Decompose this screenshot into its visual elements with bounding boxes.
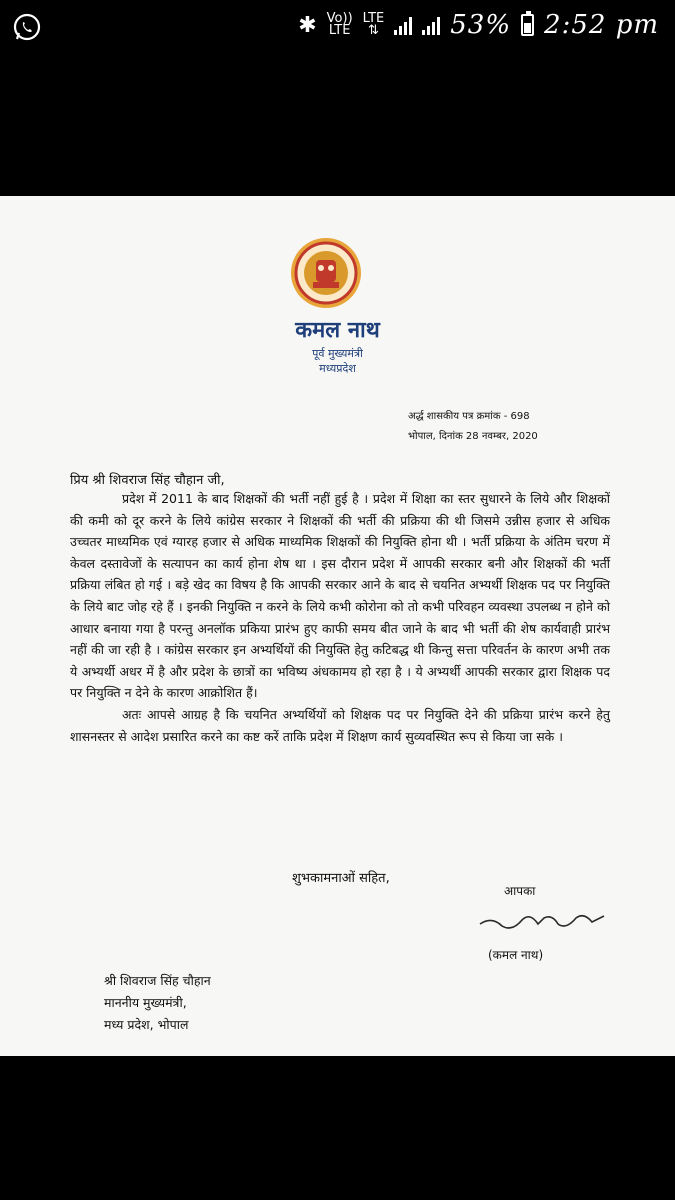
signature xyxy=(472,902,612,942)
body-paragraph-1: प्रदेश में 2011 के बाद शिक्षकों की भर्ती नहीं हुई है । प्रदेश में शिक्षा का स्तर सुधारने के लिये और शिक्षकों की कमी को दूर करने के लिये कांग्रेस सरकार ने शिक्षकों की भर्ती की प्रक्रिया की थी जिसमे उन्नीस हजार से अधिक उच्चतर माध्यमिक एवं ग्यारह हजार से अधिक माध्यमिक शिक्षकों की नियुक्ति होना थी । भर्ती प्रक्रिया के अंतिम चरण में केवल दस्तावेजों के सत्यापन का कार्य होना शेष था । इस दौरान प्रदेश में आपकी सरकार बनी और शिक्षकों की भर्ती प्रक्रिया लंबित हो गई । बड़े खेद का विषय है कि आपकी सरकार आने के बाद से चयनित अभ्यर्थी शिक्षक पद पर नियुक्ति के लिये बाट जोह रहे हैं । इनकी नियुक्ति न करने के लिये कभी कोरोना को तो कभी परिवहन व्यवस्था उपलब्ध न होने को आधार बनाया गया है परन्तु अनलॉक प्रकिया प्रारंभ हुए काफी समय बीत जाने के बाद भी भर्ती की शेष कार्यवाही प्रारंभ नहीं की जा रही है । कांग्रेस सरकार इन अभ्यर्थियों की नियुक्ति हेतु कटिबद्ध थी किन्तु सत्ता परिवर्तन के कारण अभी तक ये अभ्यर्थी अधर में है और प्रदेश के छात्रों का भविष्य अंधकामय हो रहा है । ये अभ्यर्थी आपकी सरकार द्वारा शिक्षक पद पर नियुक्ति न देने के कारण आक्रोशित हैं। xyxy=(70,491,610,701)
bluetooth-icon: ✱ xyxy=(298,12,317,38)
addressee-name: श्री शिवराज सिंह चौहान xyxy=(104,973,211,988)
clock: 2:52 pm xyxy=(544,10,659,40)
salutation: प्रिय श्री शिवराज सिंह चौहान जी, xyxy=(70,473,225,488)
sender-state: मध्यप्रदेश xyxy=(319,362,356,375)
body-paragraph-2: अतः आपसे आग्रह है कि चयनित अभ्यर्थियों को शिक्षक पद पर नियुक्ति देने की प्रक्रिया प्रारंभ करने हेतु शासनस्तर से आदेश प्रसारित करने का कष्ट करें ताकि प्रदेश में शिक्षण कार्य सुव्यवस्थित रूप से किया जा सके । xyxy=(70,706,610,744)
volte-indicator: Vo)) LTE xyxy=(326,11,353,38)
status-icons xyxy=(298,10,659,40)
battery-icon xyxy=(521,14,534,36)
reference-number: अर्द्ध शासकीय पत्र क्रमांक - 698 xyxy=(408,411,530,422)
signal-icon xyxy=(394,15,412,35)
letter-date: भोपाल, दिनांक 28 नवम्बर, 2020 xyxy=(408,431,538,442)
closing: शुभकामनाओं सहित, xyxy=(292,871,390,886)
yours: आपका xyxy=(504,884,536,898)
sender-name: कमल नाथ xyxy=(295,318,380,343)
sender-title: पूर्व मुख्यमंत्री xyxy=(312,347,363,360)
signature-name: (कमल नाथ) xyxy=(488,948,544,962)
whatsapp-icon[interactable] xyxy=(12,12,42,42)
lte-indicator: LTE ⇅ xyxy=(362,11,385,38)
battery-percent: 53% xyxy=(450,10,512,40)
letter-image[interactable] xyxy=(0,196,675,1056)
addressee-location: मध्य प्रदेश, भोपाल xyxy=(104,1017,189,1032)
government-seal-icon xyxy=(289,236,363,310)
letter-body xyxy=(70,488,610,747)
status-bar xyxy=(0,0,675,52)
signal-icon-2 xyxy=(422,15,440,35)
addressee-title: माननीय मुख्यमंत्री, xyxy=(104,995,187,1010)
